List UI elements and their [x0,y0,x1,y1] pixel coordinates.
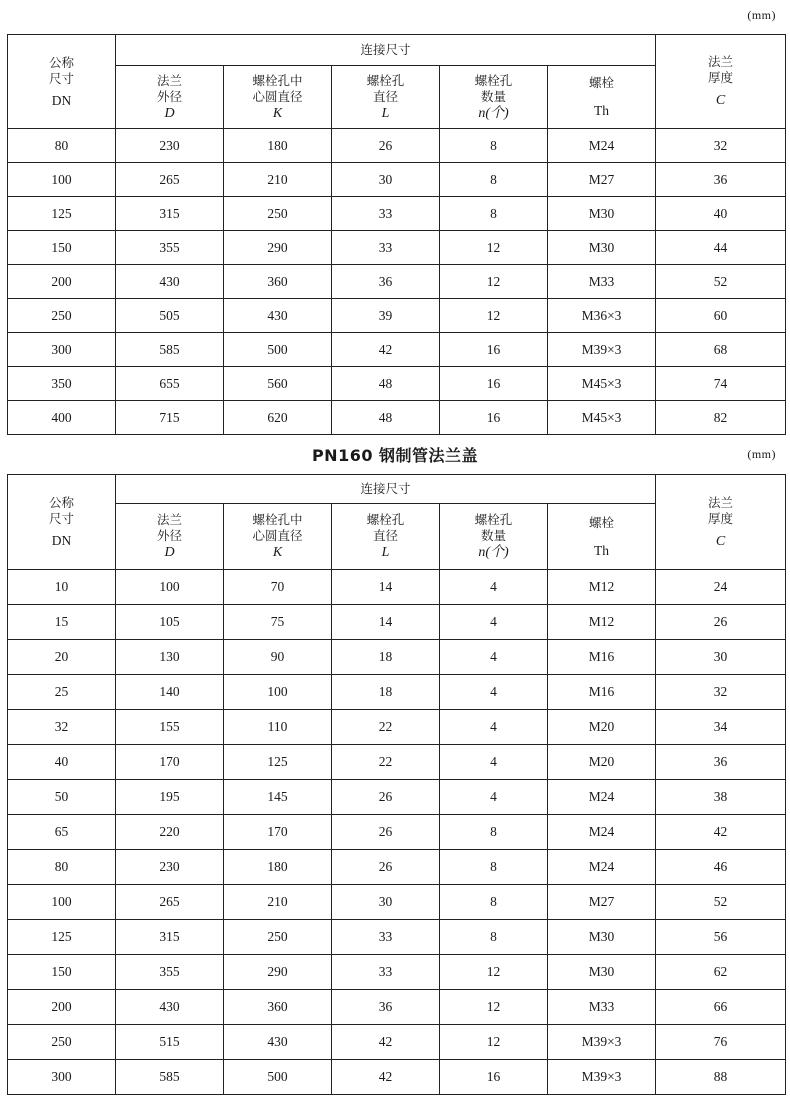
cell-flange-thickness: 88 [656,1060,786,1095]
cell-bolt-hole-count: 4 [440,780,548,815]
cell-flange-thickness: 34 [656,710,786,745]
cell-bolt-circle-diameter: 360 [224,990,332,1025]
header-bolt [548,504,656,570]
table-row [8,367,786,401]
header-pcd-line1: 螺栓孔中 [252,512,303,527]
header-thick-sym: C [715,93,726,108]
header-bolt-sym: Th [594,103,609,118]
header-bolt-line1: 螺栓 [588,514,614,530]
table-row [8,265,786,299]
cell-flange-thickness: 30 [656,640,786,675]
cell-nominal-size: 80 [8,850,116,885]
header-count-line2: 数量 [480,528,506,543]
cell-outer-diameter: 585 [116,1060,224,1095]
cell-bolt-size: M16 [548,675,656,710]
cell-bolt-hole-diameter: 22 [332,710,440,745]
cell-nominal-size: 15 [8,605,116,640]
cell-bolt-hole-diameter: 22 [332,745,440,780]
header-count-line1: 螺栓孔 [474,512,513,527]
cell-flange-thickness: 40 [656,197,786,231]
cell-flange-thickness: 38 [656,780,786,815]
table-row [8,401,786,435]
header-thick-line1: 法兰 [707,494,733,510]
header-thick-line2: 厚度 [707,510,733,526]
table-row [8,197,786,231]
header-bolt-hole-diameter [332,504,440,570]
table-row [8,1060,786,1095]
header-nominal-line2: 尺寸 [48,70,74,86]
table-row [8,815,786,850]
cell-bolt-circle-diameter: 180 [224,850,332,885]
cell-nominal-size: 32 [8,710,116,745]
cell-bolt-size: M39×3 [548,1060,656,1095]
cell-bolt-hole-count: 8 [440,920,548,955]
cell-outer-diameter: 585 [116,333,224,367]
cell-bolt-size: M45×3 [548,401,656,435]
cell-bolt-size: M20 [548,745,656,780]
cell-bolt-circle-diameter: 170 [224,815,332,850]
cell-bolt-hole-count: 12 [440,299,548,333]
table-row [8,1025,786,1060]
cell-bolt-hole-diameter: 33 [332,955,440,990]
cell-bolt-size: M24 [548,850,656,885]
cell-bolt-circle-diameter: 70 [224,570,332,605]
cell-bolt-hole-diameter: 26 [332,780,440,815]
unit-label-bottom: (mm) [747,447,776,461]
cell-bolt-size: M39×3 [548,1025,656,1060]
cell-bolt-size: M27 [548,163,656,197]
cell-outer-diameter: 430 [116,990,224,1025]
cell-outer-diameter: 140 [116,675,224,710]
cell-bolt-size: M30 [548,920,656,955]
cell-bolt-hole-diameter: 14 [332,570,440,605]
table-row [8,780,786,815]
cell-nominal-size: 25 [8,675,116,710]
cell-bolt-size: M20 [548,710,656,745]
cell-bolt-hole-diameter: 18 [332,675,440,710]
cell-bolt-size: M33 [548,265,656,299]
header-pcd-sym: K [272,545,283,560]
cell-nominal-size: 200 [8,265,116,299]
header-nominal-dn: DN [51,92,72,108]
cell-outer-diameter: 265 [116,163,224,197]
header-od-line1: 法兰 [156,512,182,527]
header-hole-line2: 直径 [372,88,398,104]
cell-bolt-hole-count: 4 [440,605,548,640]
table-row [8,710,786,745]
cell-bolt-hole-diameter: 36 [332,990,440,1025]
cell-nominal-size: 125 [8,197,116,231]
header-thick-sym: C [715,533,726,549]
cell-bolt-hole-diameter: 42 [332,1025,440,1060]
cell-nominal-size: 350 [8,367,116,401]
cell-nominal-size: 50 [8,780,116,815]
table-row [8,333,786,367]
cell-bolt-circle-diameter: 560 [224,367,332,401]
cell-flange-thickness: 36 [656,163,786,197]
cell-bolt-size: M12 [548,605,656,640]
cell-flange-thickness: 32 [656,675,786,710]
cell-bolt-circle-diameter: 180 [224,129,332,163]
cell-outer-diameter: 515 [116,1025,224,1060]
cell-bolt-hole-diameter: 26 [332,129,440,163]
cell-bolt-hole-count: 8 [440,850,548,885]
cell-flange-thickness: 46 [656,850,786,885]
cell-bolt-circle-diameter: 90 [224,640,332,675]
cell-bolt-circle-diameter: 290 [224,955,332,990]
cell-flange-thickness: 82 [656,401,786,435]
cell-bolt-circle-diameter: 430 [224,299,332,333]
cell-bolt-hole-diameter: 30 [332,163,440,197]
cell-bolt-hole-diameter: 39 [332,299,440,333]
cell-nominal-size: 80 [8,129,116,163]
header-pcd-line2: 心圆直径 [252,528,303,543]
table-row [8,920,786,955]
flange-table-top [7,34,786,435]
cell-bolt-hole-diameter: 42 [332,1060,440,1095]
header-nominal-size [8,35,116,129]
header-bolt-sym: Th [594,542,609,558]
cell-bolt-hole-diameter: 33 [332,231,440,265]
cell-bolt-circle-diameter: 210 [224,885,332,920]
header-count-sym: n(个) [478,545,509,560]
header-hole-sym: L [381,545,390,560]
cell-bolt-hole-count: 4 [440,745,548,780]
header-count-line2: 数量 [480,88,506,104]
cell-nominal-size: 300 [8,333,116,367]
cell-bolt-hole-count: 4 [440,710,548,745]
cell-bolt-hole-diameter: 48 [332,367,440,401]
header-bolt-circle-diameter [224,504,332,570]
header-nominal-line1: 公称 [48,54,74,70]
cell-bolt-circle-diameter: 250 [224,197,332,231]
table-row [8,299,786,333]
cell-flange-thickness: 24 [656,570,786,605]
cell-bolt-hole-count: 8 [440,197,548,231]
cell-bolt-hole-count: 12 [440,990,548,1025]
header-flange-thickness [656,475,786,570]
cell-outer-diameter: 170 [116,745,224,780]
header-hole-line1: 螺栓孔 [366,72,405,88]
cell-bolt-hole-diameter: 30 [332,885,440,920]
cell-outer-diameter: 105 [116,605,224,640]
cell-bolt-hole-count: 8 [440,885,548,920]
header-bolt-hole-count [440,504,548,570]
header-flange-thickness [656,35,786,129]
cell-bolt-size: M39×3 [548,333,656,367]
table-row [8,885,786,920]
cell-nominal-size: 20 [8,640,116,675]
header-count-sym: n(个) [478,105,509,121]
cell-bolt-size: M12 [548,570,656,605]
cell-flange-thickness: 62 [656,955,786,990]
cell-outer-diameter: 155 [116,710,224,745]
header-nominal-line1: 公称 [48,495,74,510]
cell-flange-thickness: 60 [656,299,786,333]
cell-outer-diameter: 265 [116,885,224,920]
cell-flange-thickness: 68 [656,333,786,367]
table-row [8,990,786,1025]
cell-nominal-size: 10 [8,570,116,605]
header-od-sym: D [164,105,175,121]
unit-label-top: (mm) [747,8,776,22]
table-row [8,605,786,640]
cell-flange-thickness: 26 [656,605,786,640]
cell-nominal-size: 100 [8,885,116,920]
cell-outer-diameter: 100 [116,570,224,605]
cell-flange-thickness: 56 [656,920,786,955]
cell-bolt-size: M24 [548,815,656,850]
cell-bolt-hole-count: 12 [440,265,548,299]
header-hole-sym: L [381,105,390,121]
cell-outer-diameter: 315 [116,197,224,231]
table-caption: PN160 钢制管法兰盖 [311,446,479,465]
cell-flange-thickness: 52 [656,885,786,920]
cell-nominal-size: 300 [8,1060,116,1095]
table-row [8,640,786,675]
cell-outer-diameter: 230 [116,850,224,885]
header-outer-diameter [116,66,224,129]
cell-bolt-hole-diameter: 36 [332,265,440,299]
cell-bolt-circle-diameter: 500 [224,1060,332,1095]
cell-flange-thickness: 76 [656,1025,786,1060]
cell-bolt-size: M24 [548,129,656,163]
cell-bolt-hole-diameter: 26 [332,815,440,850]
cell-flange-thickness: 42 [656,815,786,850]
cell-flange-thickness: 44 [656,231,786,265]
cell-bolt-hole-diameter: 33 [332,920,440,955]
header-hole-line2: 直径 [372,528,398,543]
header-od-line2: 外径 [156,88,182,104]
table-row [8,850,786,885]
cell-bolt-hole-count: 16 [440,1060,548,1095]
cell-nominal-size: 40 [8,745,116,780]
cell-nominal-size: 250 [8,1025,116,1060]
cell-outer-diameter: 715 [116,401,224,435]
cell-bolt-hole-count: 12 [440,1025,548,1060]
cell-bolt-hole-count: 4 [440,570,548,605]
cell-bolt-hole-count: 8 [440,815,548,850]
header-bolt-circle-diameter [224,66,332,129]
flange-table-bottom [7,474,786,1095]
cell-bolt-hole-count: 12 [440,231,548,265]
cell-bolt-circle-diameter: 75 [224,605,332,640]
cell-nominal-size: 100 [8,163,116,197]
header-hole-line1: 螺栓孔 [366,512,405,527]
cell-bolt-hole-count: 4 [440,640,548,675]
header-pcd-sym: K [272,105,283,121]
cell-bolt-size: M30 [548,197,656,231]
cell-bolt-size: M30 [548,231,656,265]
cell-outer-diameter: 505 [116,299,224,333]
cell-bolt-circle-diameter: 145 [224,780,332,815]
cell-bolt-size: M24 [548,780,656,815]
header-outer-diameter [116,504,224,570]
cell-bolt-circle-diameter: 500 [224,333,332,367]
cell-bolt-circle-diameter: 620 [224,401,332,435]
header-od-line2: 外径 [156,528,182,543]
cell-bolt-hole-count: 16 [440,401,548,435]
cell-nominal-size: 200 [8,990,116,1025]
cell-bolt-circle-diameter: 110 [224,710,332,745]
cell-outer-diameter: 220 [116,815,224,850]
cell-bolt-size: M33 [548,990,656,1025]
cell-bolt-circle-diameter: 250 [224,920,332,955]
cell-bolt-size: M27 [548,885,656,920]
cell-flange-thickness: 74 [656,367,786,401]
cell-bolt-hole-diameter: 48 [332,401,440,435]
table-row [8,570,786,605]
header-pcd-line1: 螺栓孔中 [252,72,303,88]
table-row [8,129,786,163]
cell-nominal-size: 400 [8,401,116,435]
header-nominal-dn: DN [51,533,72,548]
cell-nominal-size: 150 [8,231,116,265]
cell-outer-diameter: 130 [116,640,224,675]
header-nominal-size [8,475,116,570]
cell-nominal-size: 250 [8,299,116,333]
cell-outer-diameter: 230 [116,129,224,163]
header-bolt-hole-count [440,66,548,129]
cell-bolt-hole-diameter: 18 [332,640,440,675]
cell-flange-thickness: 36 [656,745,786,780]
table-row [8,955,786,990]
cell-bolt-circle-diameter: 125 [224,745,332,780]
cell-flange-thickness: 66 [656,990,786,1025]
header-od-sym: D [164,545,175,560]
table-row [8,163,786,197]
cell-bolt-hole-count: 16 [440,367,548,401]
cell-outer-diameter: 430 [116,265,224,299]
cell-bolt-hole-diameter: 33 [332,197,440,231]
cell-bolt-circle-diameter: 210 [224,163,332,197]
cell-bolt-hole-count: 16 [440,333,548,367]
header-od-line1: 法兰 [156,72,182,88]
cell-bolt-hole-diameter: 42 [332,333,440,367]
table-row [8,231,786,265]
table-row [8,745,786,780]
cell-bolt-hole-count: 12 [440,955,548,990]
table-row [8,675,786,710]
cell-nominal-size: 125 [8,920,116,955]
header-bolt-hole-diameter [332,66,440,129]
header-bolt-line1: 螺栓 [588,75,614,90]
cell-flange-thickness: 52 [656,265,786,299]
cell-bolt-circle-diameter: 100 [224,675,332,710]
cell-outer-diameter: 355 [116,955,224,990]
header-connection-dimensions: 连接尺寸 [116,35,656,66]
cell-bolt-hole-count: 8 [440,129,548,163]
table-top-body [8,129,786,435]
header-count-line1: 螺栓孔 [474,72,513,88]
header-thick-line2: 厚度 [707,70,733,85]
cell-bolt-circle-diameter: 290 [224,231,332,265]
header-nominal-line2: 尺寸 [48,511,74,526]
cell-nominal-size: 150 [8,955,116,990]
cell-bolt-size: M45×3 [548,367,656,401]
cell-outer-diameter: 355 [116,231,224,265]
cell-flange-thickness: 32 [656,129,786,163]
header-connection-dimensions: 连接尺寸 [116,475,656,504]
cell-bolt-hole-diameter: 26 [332,850,440,885]
cell-nominal-size: 65 [8,815,116,850]
cell-bolt-hole-count: 4 [440,675,548,710]
table-bottom-body [8,570,786,1095]
cell-bolt-size: M30 [548,955,656,990]
header-bolt [548,66,656,129]
cell-outer-diameter: 195 [116,780,224,815]
header-thick-line1: 法兰 [707,54,733,69]
cell-bolt-size: M36×3 [548,299,656,333]
header-pcd-line2: 心圆直径 [252,88,303,104]
cell-outer-diameter: 655 [116,367,224,401]
cell-bolt-circle-diameter: 430 [224,1025,332,1060]
cell-outer-diameter: 315 [116,920,224,955]
cell-bolt-hole-diameter: 14 [332,605,440,640]
cell-bolt-circle-diameter: 360 [224,265,332,299]
cell-bolt-size: M16 [548,640,656,675]
cell-bolt-hole-count: 8 [440,163,548,197]
